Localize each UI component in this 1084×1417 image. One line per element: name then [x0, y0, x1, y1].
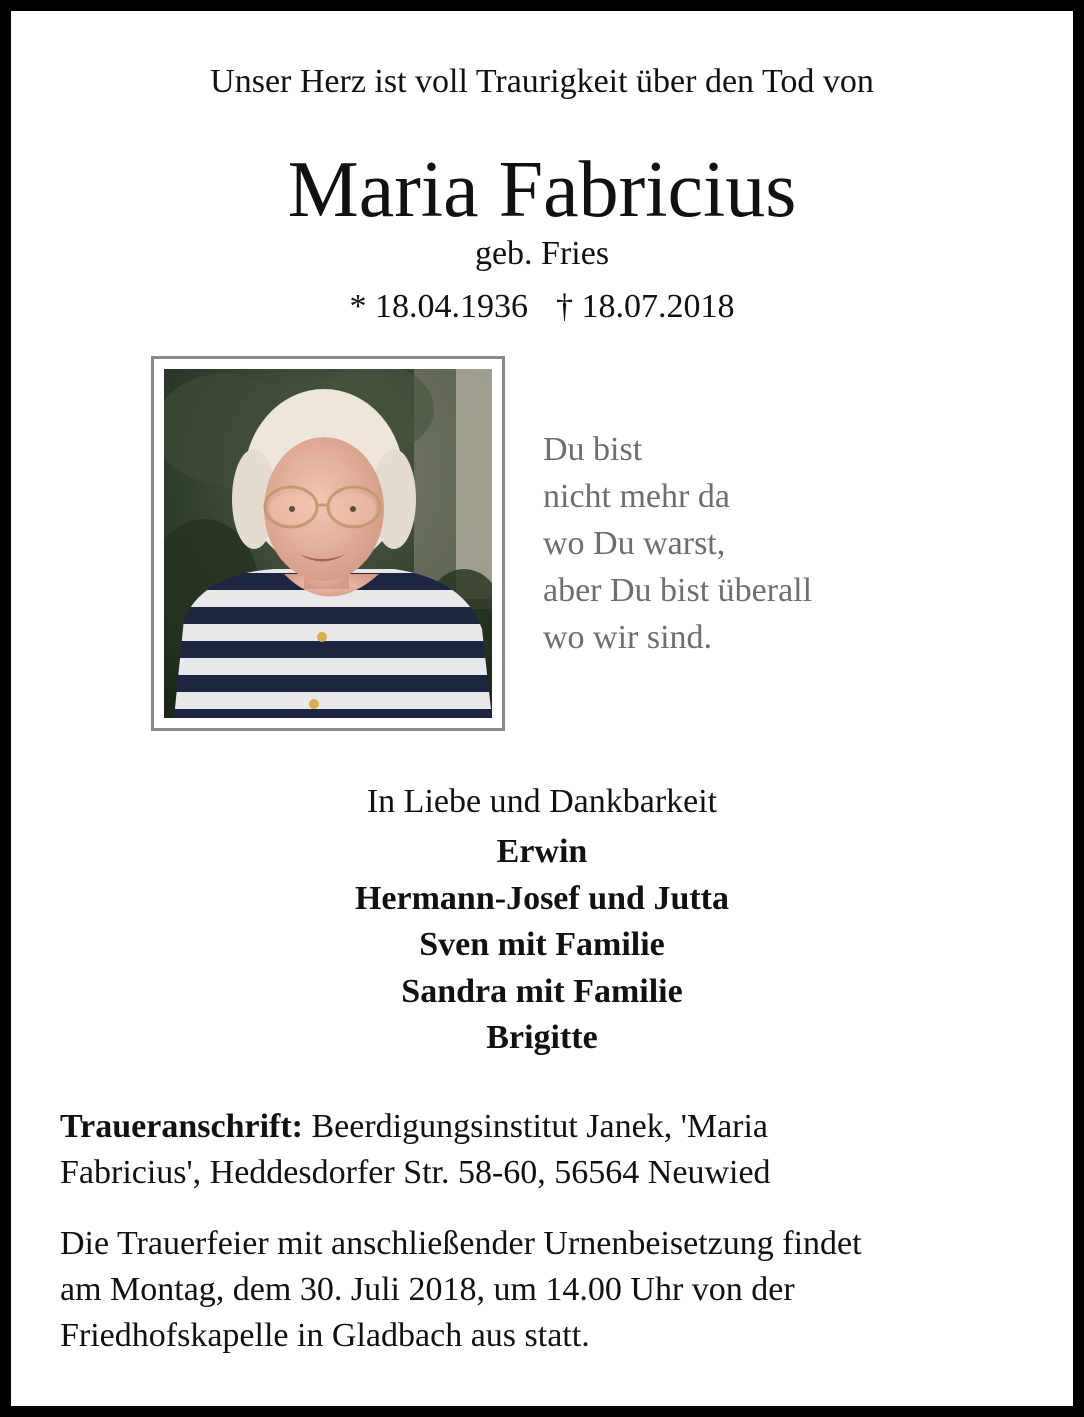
ceremony-line: Friedhofskapelle in Gladbach aus statt.: [60, 1317, 590, 1354]
mourner-name: Sandra mit Familie: [401, 972, 683, 1010]
poem-line: wo Du warst,: [543, 525, 726, 562]
birth-date: 18.04.1936: [375, 288, 528, 325]
ceremony-notice: [60, 1221, 1040, 1359]
mourner-name: Hermann-Josef und Jutta: [354, 879, 730, 917]
address-line-1: Beerdigungsinstitut Janek, 'Maria: [311, 1108, 769, 1145]
poem-line: nicht mehr da: [543, 478, 730, 515]
poem: [543, 426, 812, 661]
portrait-photo-frame: [151, 356, 505, 731]
poem-line: aber Du bist überall: [543, 572, 813, 609]
address-line-2: Fabricius', Heddesdorfer Str. 58-60, 56564 Neuwied: [60, 1154, 771, 1191]
mourner-name: Sven mit Familie: [419, 926, 665, 963]
death-date: 18.07.2018: [581, 288, 735, 325]
thanks-line: In Liebe und Dankbarkeit: [366, 783, 718, 820]
ceremony-line: am Montag, dem 30. Juli 2018, um 14.00 Uhr von der: [60, 1271, 795, 1308]
portrait-illustration: [164, 369, 492, 718]
poem-line: wo wir sind.: [543, 619, 713, 656]
ceremony-line: Die Trauerfeier mit anschließender Urnenbeisetzung findet: [60, 1225, 862, 1262]
birth-symbol: *: [349, 288, 367, 325]
portrait-photo: [164, 369, 492, 718]
life-dates: [0, 286, 1084, 328]
poem-line: Du bist: [543, 431, 643, 468]
intro-line: Unser Herz ist voll Traurigkeit über den Tod von: [210, 63, 874, 100]
address-label: Traueranschrift:: [60, 1108, 303, 1145]
deceased-name: Maria Fabricius: [287, 146, 797, 234]
mourners-list: [0, 829, 1084, 1062]
death-symbol: †: [556, 288, 573, 325]
mourner-name: Erwin: [496, 833, 588, 870]
mourning-address: [60, 1104, 1030, 1196]
mourner-name: Brigitte: [486, 1019, 598, 1056]
birth-name: geb. Fries: [474, 235, 610, 272]
